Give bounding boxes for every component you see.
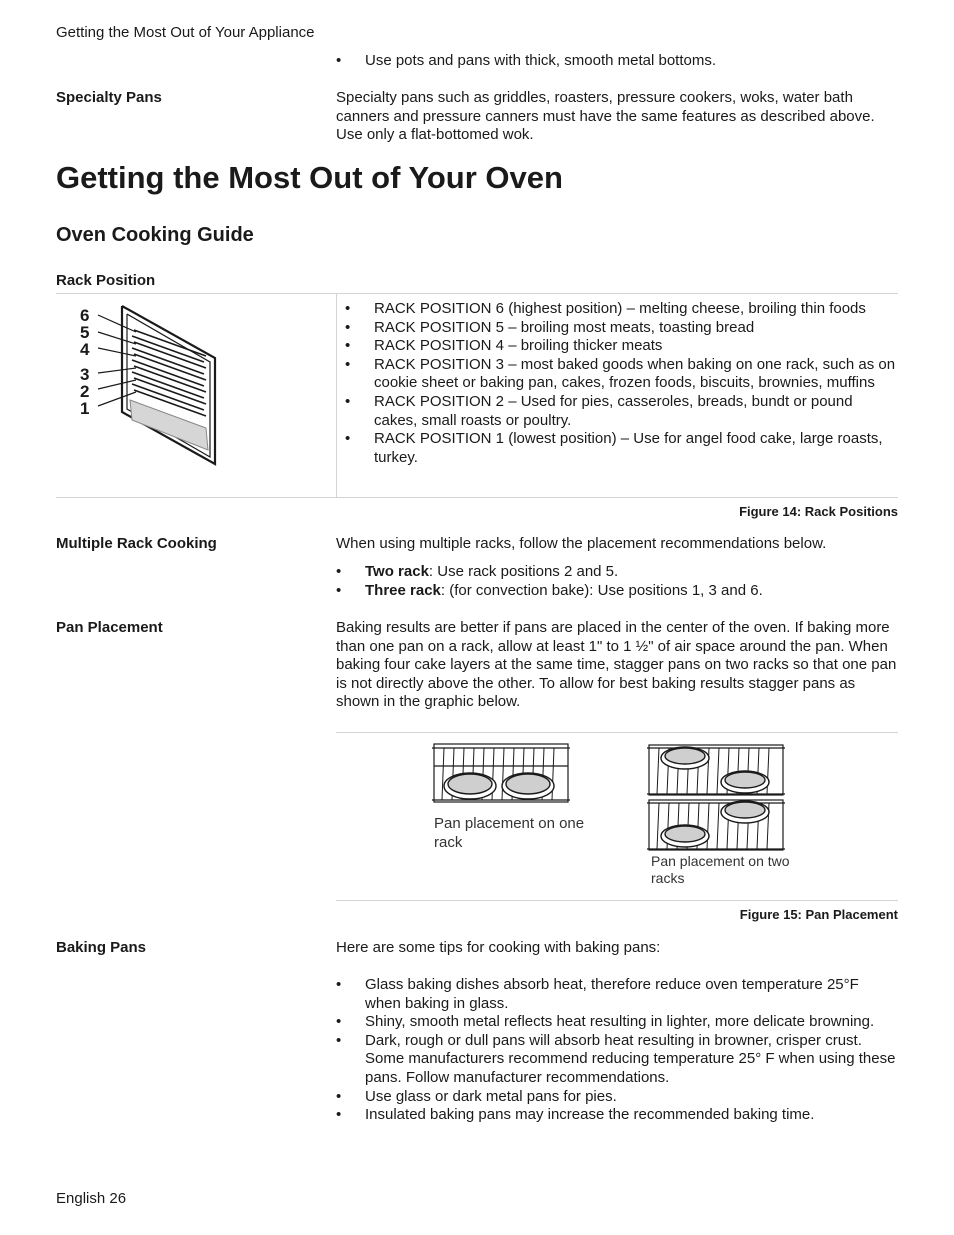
bullet: • xyxy=(336,563,342,580)
bullet: • xyxy=(345,392,351,410)
rack-number-1: 1 xyxy=(80,399,90,418)
rack-number-6: 6 xyxy=(80,306,90,325)
bullet: • xyxy=(345,430,351,448)
bullet: • xyxy=(336,976,342,993)
bullet-text: Glass baking dishes absorb heat, therefore reduce oven temperature 25°F when baking in glass. xyxy=(365,976,859,1012)
bullet-text: RACK POSITION 6 (highest position) – melting cheese, broiling thin foods xyxy=(374,300,866,317)
table-rule-top xyxy=(56,293,898,294)
multiple-rack-intro: When using multiple racks, follow the placement recommendations below. xyxy=(336,535,827,552)
pan-placement-text: Baking results are better if pans are placed in the center of the oven. If baking more than one pan on a rack, allow at least 1" to 1 ½" of air space around the pan. When baking four cake layers at the same time, stagger pans on two racks so that one pan is not directly above the other. To allow for best baking results stagger pans as shown in the graphic below. xyxy=(336,619,897,711)
list-item xyxy=(336,52,898,71)
subsection-title: Oven Cooking Guide xyxy=(56,224,254,246)
list-item xyxy=(336,1106,898,1125)
bullet: • xyxy=(345,355,351,373)
multiple-rack-label: Multiple Rack Cooking xyxy=(56,535,217,552)
table-divider xyxy=(336,293,337,497)
bullet-text: Use pots and pans with thick, smooth metal bottoms. xyxy=(365,52,716,69)
bullet: • xyxy=(336,1087,342,1105)
rack-number-2: 2 xyxy=(80,382,90,401)
specialty-pans-text: Specialty pans such as griddles, roasters, pressure cookers, woks, water bath canners and pressure canners must have the same features as described above. Use only a flat-bottomed wok. xyxy=(336,89,875,144)
figure-rule-top xyxy=(336,732,898,733)
list-item xyxy=(345,356,897,393)
specialty-pans-label: Specialty Pans xyxy=(56,89,162,106)
bullet-text: Dark, rough or dull pans will absorb heat resulting in browner, crisper crust. Some manufacturers recommend reducing temperature 25° F when using these pans. Follow manufacturer recommendations. xyxy=(365,1031,896,1086)
figure-14-caption: Figure 14: Rack Positions xyxy=(739,504,898,519)
bullet-text: Insulated baking pans may increase the recommended baking time. xyxy=(365,1106,815,1124)
top-bullet-list xyxy=(336,52,898,71)
rack-position-label: Rack Position xyxy=(56,272,156,289)
bullet-text: RACK POSITION 5 – broiling most meats, toasting bread xyxy=(374,318,755,336)
rack-position-diagram xyxy=(70,300,230,470)
bullet: • xyxy=(336,52,342,69)
list-item xyxy=(336,1088,898,1107)
list-item xyxy=(345,300,897,319)
list-item xyxy=(336,582,898,601)
bullet-text: : Use rack positions 2 and 5. xyxy=(428,563,619,580)
bullet-text: RACK POSITION 3 – most baked goods when baking on one rack, such as on cookie sheet or baking pan, cakes, frozen foods, biscuits, brownies, muffins xyxy=(374,355,896,392)
figure-rule-bottom xyxy=(336,900,898,901)
bullet-text: Shiny, smooth metal reflects heat resulting in lighter, more delicate browning. xyxy=(365,1013,875,1031)
list-item xyxy=(345,337,897,356)
running-head: Getting the Most Out of Your Appliance xyxy=(56,24,315,41)
figure-15-caption: Figure 15: Pan Placement xyxy=(739,907,898,922)
bullet: • xyxy=(336,1031,342,1049)
multiple-rack-list xyxy=(336,563,898,600)
list-item xyxy=(336,563,898,582)
list-item xyxy=(345,393,897,430)
bullet: • xyxy=(336,1013,342,1031)
one-rack-diagram xyxy=(430,740,572,808)
bullet-bold: Three rack xyxy=(365,581,441,599)
section-title: Getting the Most Out of Your Oven xyxy=(56,160,563,195)
bullet: • xyxy=(336,1106,342,1124)
baking-pans-label: Baking Pans xyxy=(56,939,147,956)
bullet-text: RACK POSITION 1 (lowest position) – Use for angel food cake, large roasts, turkey. xyxy=(374,430,883,466)
list-item xyxy=(336,1013,898,1032)
bullet: • xyxy=(345,337,351,355)
two-racks-diagram xyxy=(645,742,787,854)
rack-position-list xyxy=(345,300,897,467)
rack-number-3: 3 xyxy=(80,365,90,384)
bullet: • xyxy=(345,300,351,317)
bullet-bold: Two rack xyxy=(365,563,429,580)
list-item xyxy=(336,1032,898,1088)
bullet: • xyxy=(345,318,351,336)
two-racks-caption: Pan placement on two racks xyxy=(651,853,790,886)
list-item xyxy=(345,319,897,338)
baking-pans-list xyxy=(336,976,898,1125)
bullet-text: RACK POSITION 2 – Used for pies, casseroles, breads, bundt or pound cakes, small roasts or poultry. xyxy=(374,392,853,429)
rack-number-5: 5 xyxy=(80,323,90,342)
list-item xyxy=(345,430,897,467)
rack-number-4: 4 xyxy=(80,340,90,359)
bullet-text: : (for convection bake): Use positions 1, 3 and 6. xyxy=(440,581,763,599)
page-footer: English 26 xyxy=(56,1190,127,1207)
bullet-text: RACK POSITION 4 – broiling thicker meats xyxy=(374,337,663,355)
bullet: • xyxy=(336,581,342,599)
one-rack-caption: Pan placement on one rack xyxy=(434,815,585,851)
table-rule-bottom xyxy=(56,497,898,498)
pan-placement-label: Pan Placement xyxy=(56,619,163,636)
list-item xyxy=(336,976,898,1013)
baking-pans-intro: Here are some tips for cooking with baking pans: xyxy=(336,939,661,956)
bullet-text: Use glass or dark metal pans for pies. xyxy=(365,1087,617,1105)
